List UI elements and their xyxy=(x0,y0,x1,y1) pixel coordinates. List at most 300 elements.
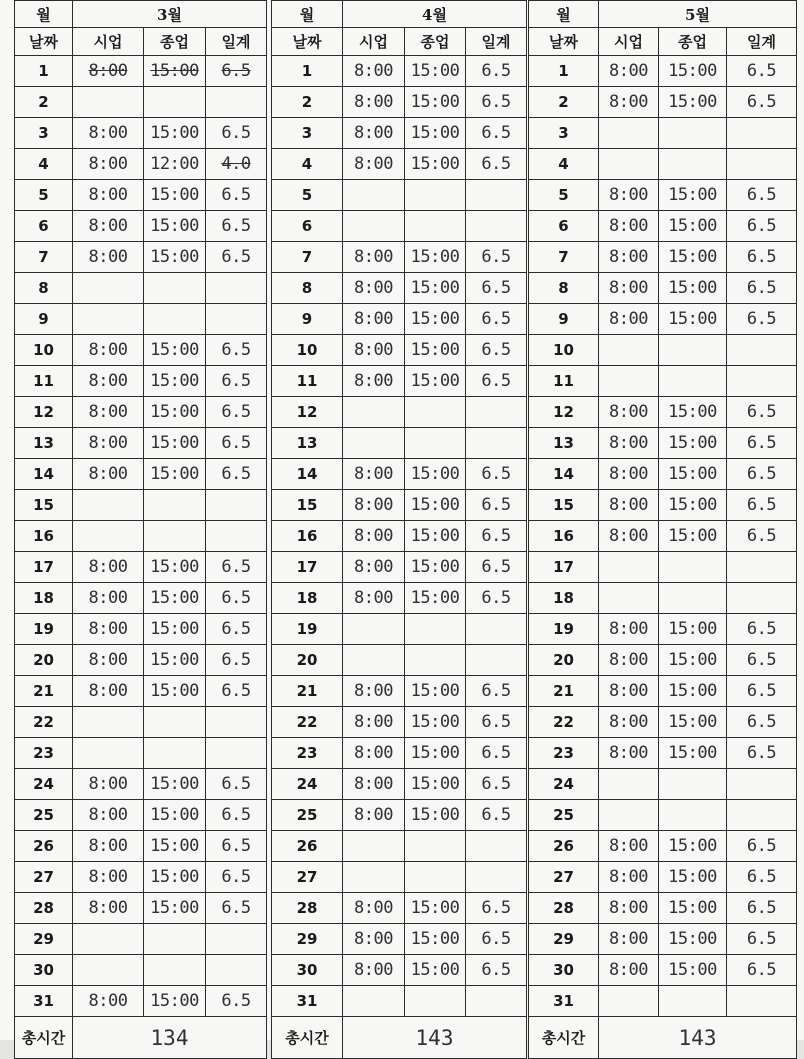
start-time[interactable]: 8:00 xyxy=(73,800,144,831)
daily-hours[interactable]: 6.5 xyxy=(206,118,267,149)
daily-hours[interactable]: 6.5 xyxy=(206,862,267,893)
end-time[interactable]: 15:00 xyxy=(405,676,466,707)
end-time[interactable] xyxy=(659,552,727,583)
start-time[interactable] xyxy=(599,769,659,800)
start-time[interactable]: 8:00 xyxy=(343,676,405,707)
start-time[interactable] xyxy=(73,955,144,986)
start-time[interactable]: 8:00 xyxy=(343,87,405,118)
table-row xyxy=(272,521,527,552)
start-time[interactable]: 8:00 xyxy=(73,676,144,707)
daily-hours[interactable]: 6.5 xyxy=(206,211,267,242)
day-number: 9 xyxy=(15,304,73,335)
start-time[interactable] xyxy=(343,614,405,645)
start-time[interactable] xyxy=(343,397,405,428)
end-time[interactable]: 15:00 xyxy=(405,304,466,335)
start-time[interactable] xyxy=(73,707,144,738)
end-time[interactable]: 15:00 xyxy=(659,614,727,645)
daily-hours[interactable]: 6.5 xyxy=(206,583,267,614)
daily-hours[interactable] xyxy=(727,583,797,614)
daily-hours[interactable]: 6.5 xyxy=(206,645,267,676)
end-time[interactable]: 15:00 xyxy=(659,180,727,211)
start-time[interactable]: 8:00 xyxy=(343,955,405,986)
start-time[interactable]: 8:00 xyxy=(599,242,659,273)
start-time[interactable] xyxy=(599,335,659,366)
end-time[interactable]: 15:00 xyxy=(659,87,727,118)
daily-hours[interactable]: 6.5 xyxy=(206,366,267,397)
daily-hours[interactable] xyxy=(206,738,267,769)
daily-hours[interactable]: 6.5 xyxy=(466,335,527,366)
start-time[interactable]: 8:00 xyxy=(343,924,405,955)
end-time[interactable]: 15:00 xyxy=(144,180,206,211)
end-time[interactable]: 15:00 xyxy=(144,552,206,583)
daily-hours[interactable]: 6.5 xyxy=(727,273,797,304)
start-time[interactable]: 8:00 xyxy=(599,304,659,335)
daily-hours[interactable] xyxy=(727,149,797,180)
daily-hours[interactable]: 6.5 xyxy=(466,273,527,304)
daily-hours[interactable] xyxy=(466,831,527,862)
start-time[interactable]: 8:00 xyxy=(73,180,144,211)
day-number: 26 xyxy=(529,831,599,862)
daily-hours[interactable] xyxy=(466,614,527,645)
daily-hours[interactable]: 6.5 xyxy=(466,459,527,490)
start-time[interactable]: 8:00 xyxy=(73,459,144,490)
end-time[interactable] xyxy=(405,397,466,428)
end-time[interactable]: 15:00 xyxy=(405,924,466,955)
daily-hours[interactable] xyxy=(206,707,267,738)
total-hours-value[interactable]: 143 xyxy=(343,1017,527,1059)
daily-hours[interactable] xyxy=(466,428,527,459)
end-time[interactable]: 15:00 xyxy=(405,149,466,180)
daily-hours[interactable]: 6.5 xyxy=(727,924,797,955)
end-time[interactable] xyxy=(659,366,727,397)
end-time[interactable]: 15:00 xyxy=(144,428,206,459)
start-time[interactable]: 8:00 xyxy=(599,955,659,986)
end-time[interactable] xyxy=(405,211,466,242)
start-time[interactable]: 8:00 xyxy=(343,304,405,335)
start-time[interactable]: 8:00 xyxy=(73,242,144,273)
start-time[interactable]: 8:00 xyxy=(343,707,405,738)
start-time[interactable]: 8:00 xyxy=(73,211,144,242)
daily-hours[interactable]: 6.5 xyxy=(727,893,797,924)
start-time[interactable]: 8:00 xyxy=(73,614,144,645)
daily-hours[interactable]: 6.5 xyxy=(727,428,797,459)
table-row xyxy=(15,56,267,87)
end-time[interactable]: 15:00 xyxy=(405,273,466,304)
end-time[interactable]: 15:00 xyxy=(659,56,727,87)
day-number: 14 xyxy=(529,459,599,490)
daily-hours[interactable] xyxy=(466,180,527,211)
start-time[interactable]: 8:00 xyxy=(343,490,405,521)
end-time[interactable]: 15:00 xyxy=(405,242,466,273)
start-time[interactable]: 8:00 xyxy=(73,552,144,583)
start-time[interactable]: 8:00 xyxy=(73,118,144,149)
end-time[interactable]: 15:00 xyxy=(144,676,206,707)
date-header: 날짜 xyxy=(529,28,599,56)
daily-hours[interactable]: 6.5 xyxy=(206,676,267,707)
start-time[interactable]: 8:00 xyxy=(599,738,659,769)
start-time[interactable] xyxy=(343,428,405,459)
start-time[interactable]: 8:00 xyxy=(599,211,659,242)
start-time[interactable]: 8:00 xyxy=(73,769,144,800)
end-time[interactable] xyxy=(144,87,206,118)
daily-hours[interactable]: 6.5 xyxy=(466,893,527,924)
daily-hours[interactable] xyxy=(206,955,267,986)
daily-hours[interactable]: 6.5 xyxy=(466,366,527,397)
start-time[interactable]: 8:00 xyxy=(599,893,659,924)
end-time[interactable]: 15:00 xyxy=(405,583,466,614)
end-time[interactable] xyxy=(659,118,727,149)
daily-hours[interactable]: 6.5 xyxy=(727,211,797,242)
start-time[interactable]: 8:00 xyxy=(599,862,659,893)
start-time[interactable]: 8:00 xyxy=(73,645,144,676)
end-time[interactable] xyxy=(659,149,727,180)
start-time[interactable]: 8:00 xyxy=(599,180,659,211)
end-time[interactable] xyxy=(144,924,206,955)
end-time[interactable]: 15:00 xyxy=(659,676,727,707)
start-time[interactable]: 8:00 xyxy=(599,707,659,738)
start-time[interactable]: 8:00 xyxy=(343,56,405,87)
start-time[interactable]: 8:00 xyxy=(599,459,659,490)
day-number: 4 xyxy=(529,149,599,180)
daily-hours[interactable]: 6.5 xyxy=(727,955,797,986)
end-time[interactable]: 15:00 xyxy=(144,769,206,800)
start-time[interactable] xyxy=(599,552,659,583)
daily-hours[interactable]: 6.5 xyxy=(466,924,527,955)
start-time[interactable] xyxy=(599,986,659,1017)
end-time[interactable]: 15:00 xyxy=(405,738,466,769)
end-time[interactable]: 15:00 xyxy=(405,769,466,800)
start-time[interactable]: 8:00 xyxy=(599,645,659,676)
end-time[interactable]: 15:00 xyxy=(659,893,727,924)
end-time[interactable]: 15:00 xyxy=(405,118,466,149)
daily-hours[interactable]: 6.5 xyxy=(206,397,267,428)
end-time[interactable]: 15:00 xyxy=(144,800,206,831)
table-row xyxy=(272,862,527,893)
end-time[interactable] xyxy=(405,831,466,862)
daily-hours[interactable]: 6.5 xyxy=(727,242,797,273)
end-time[interactable] xyxy=(659,769,727,800)
end-time[interactable]: 15:00 xyxy=(405,335,466,366)
daily-hours[interactable]: 6.5 xyxy=(727,397,797,428)
daily-hours[interactable] xyxy=(727,986,797,1017)
start-time[interactable] xyxy=(599,149,659,180)
daily-hours[interactable]: 6.5 xyxy=(727,490,797,521)
start-time[interactable]: 8:00 xyxy=(343,769,405,800)
start-time[interactable]: 8:00 xyxy=(599,397,659,428)
daily-hours[interactable]: 6.5 xyxy=(466,304,527,335)
daily-hours[interactable]: 6.5 xyxy=(206,986,267,1017)
day-number: 17 xyxy=(272,552,343,583)
end-time[interactable]: 15:00 xyxy=(405,56,466,87)
daily-hours[interactable]: 6.5 xyxy=(206,428,267,459)
start-time[interactable]: 8:00 xyxy=(73,56,144,87)
total-hours-value[interactable]: 134 xyxy=(73,1017,267,1059)
start-time[interactable] xyxy=(343,180,405,211)
daily-hours[interactable]: 6.5 xyxy=(727,304,797,335)
total-hours-label: 총시간 xyxy=(272,1017,343,1059)
end-time[interactable]: 15:00 xyxy=(405,459,466,490)
daily-hours[interactable] xyxy=(466,211,527,242)
daily-hours[interactable] xyxy=(466,862,527,893)
end-time[interactable]: 15:00 xyxy=(659,273,727,304)
daily-hours[interactable] xyxy=(727,366,797,397)
start-time[interactable] xyxy=(73,304,144,335)
daily-hours[interactable] xyxy=(206,87,267,118)
start-time[interactable]: 8:00 xyxy=(599,521,659,552)
start-time[interactable]: 8:00 xyxy=(73,862,144,893)
daily-hours[interactable]: 6.5 xyxy=(466,242,527,273)
start-time[interactable] xyxy=(599,800,659,831)
daily-hours[interactable]: 6.5 xyxy=(466,490,527,521)
daily-hours[interactable]: 6.5 xyxy=(466,56,527,87)
daily-hours[interactable] xyxy=(206,924,267,955)
start-time[interactable]: 8:00 xyxy=(343,583,405,614)
daily-hours[interactable] xyxy=(206,490,267,521)
end-time[interactable]: 15:00 xyxy=(144,583,206,614)
daily-hours[interactable]: 6.5 xyxy=(466,521,527,552)
daily-hours[interactable]: 6.5 xyxy=(727,862,797,893)
daily-hours[interactable]: 6.5 xyxy=(466,118,527,149)
daily-hours[interactable]: 6.5 xyxy=(466,676,527,707)
start-time[interactable] xyxy=(343,831,405,862)
start-time[interactable] xyxy=(73,490,144,521)
end-time[interactable]: 15:00 xyxy=(405,490,466,521)
table-row xyxy=(15,583,267,614)
daily-hours[interactable]: 6.5 xyxy=(466,87,527,118)
end-time[interactable] xyxy=(405,614,466,645)
start-time[interactable]: 8:00 xyxy=(73,366,144,397)
daily-hours[interactable]: 6.5 xyxy=(466,800,527,831)
daily-hours[interactable] xyxy=(466,986,527,1017)
end-time[interactable]: 12:00 xyxy=(144,149,206,180)
daily-hours[interactable] xyxy=(206,273,267,304)
start-time[interactable]: 8:00 xyxy=(599,490,659,521)
daily-hours[interactable]: 6.5 xyxy=(727,831,797,862)
start-time[interactable] xyxy=(73,738,144,769)
start-time[interactable]: 8:00 xyxy=(73,428,144,459)
start-time[interactable]: 8:00 xyxy=(73,583,144,614)
start-time[interactable]: 8:00 xyxy=(343,242,405,273)
daily-hours[interactable] xyxy=(727,769,797,800)
daily-hours[interactable]: 6.5 xyxy=(206,180,267,211)
end-time[interactable] xyxy=(659,800,727,831)
end-time[interactable]: 15:00 xyxy=(659,831,727,862)
start-time[interactable] xyxy=(343,862,405,893)
start-time[interactable] xyxy=(599,366,659,397)
end-time[interactable] xyxy=(659,583,727,614)
daily-hours[interactable] xyxy=(727,118,797,149)
daily-hours[interactable]: 6.5 xyxy=(206,459,267,490)
table-row xyxy=(272,831,527,862)
start-time[interactable]: 8:00 xyxy=(343,738,405,769)
start-time[interactable]: 8:00 xyxy=(343,118,405,149)
daily-hours[interactable] xyxy=(727,800,797,831)
daily-hours[interactable]: 6.5 xyxy=(727,738,797,769)
daily-hours[interactable]: 4.0 xyxy=(206,149,267,180)
total-hours-value[interactable]: 143 xyxy=(599,1017,797,1059)
daily-hours[interactable]: 6.5 xyxy=(206,831,267,862)
end-time[interactable]: 15:00 xyxy=(144,118,206,149)
end-time[interactable]: 15:00 xyxy=(659,397,727,428)
start-time[interactable] xyxy=(343,645,405,676)
end-time[interactable]: 15:00 xyxy=(144,862,206,893)
end-time[interactable]: 15:00 xyxy=(659,490,727,521)
start-time[interactable] xyxy=(599,118,659,149)
start-time[interactable] xyxy=(343,986,405,1017)
daily-hours[interactable]: 6.5 xyxy=(727,645,797,676)
end-time[interactable]: 15:00 xyxy=(659,738,727,769)
end-time[interactable]: 15:00 xyxy=(659,242,727,273)
daily-hours[interactable]: 6.5 xyxy=(727,56,797,87)
end-time[interactable]: 15:00 xyxy=(144,614,206,645)
daily-hours[interactable]: 6.5 xyxy=(466,552,527,583)
daily-hours[interactable]: 6.5 xyxy=(727,614,797,645)
table-row xyxy=(529,614,797,645)
end-time[interactable] xyxy=(659,986,727,1017)
end-time[interactable]: 15:00 xyxy=(405,552,466,583)
end-time[interactable] xyxy=(144,738,206,769)
month-table-1 xyxy=(14,0,267,1059)
daily-hours[interactable]: 6.5 xyxy=(727,87,797,118)
daily-hours[interactable] xyxy=(466,397,527,428)
start-time[interactable]: 8:00 xyxy=(599,614,659,645)
daily-hours[interactable] xyxy=(206,304,267,335)
start-time[interactable]: 8:00 xyxy=(599,56,659,87)
end-time[interactable]: 15:00 xyxy=(144,645,206,676)
start-time[interactable]: 8:00 xyxy=(73,831,144,862)
end-time[interactable] xyxy=(144,521,206,552)
end-time[interactable] xyxy=(405,986,466,1017)
daily-hours[interactable]: 6.5 xyxy=(206,800,267,831)
daily-hours[interactable]: 6.5 xyxy=(206,56,267,87)
start-time[interactable] xyxy=(599,583,659,614)
start-time[interactable] xyxy=(73,924,144,955)
daily-hours[interactable]: 6.5 xyxy=(466,738,527,769)
end-time[interactable]: 15:00 xyxy=(405,521,466,552)
start-time[interactable]: 8:00 xyxy=(73,335,144,366)
end-time[interactable]: 15:00 xyxy=(144,893,206,924)
end-time[interactable]: 15:00 xyxy=(144,366,206,397)
end-time[interactable]: 15:00 xyxy=(659,707,727,738)
end-time[interactable]: 15:00 xyxy=(144,335,206,366)
daily-hours[interactable] xyxy=(466,645,527,676)
end-time[interactable] xyxy=(405,180,466,211)
daily-hours[interactable]: 6.5 xyxy=(727,707,797,738)
end-time[interactable]: 15:00 xyxy=(405,707,466,738)
daily-hours[interactable]: 6.5 xyxy=(206,335,267,366)
start-time[interactable]: 8:00 xyxy=(343,893,405,924)
end-time[interactable]: 15:00 xyxy=(405,366,466,397)
end-time[interactable]: 15:00 xyxy=(144,211,206,242)
start-time[interactable]: 8:00 xyxy=(343,273,405,304)
end-time[interactable] xyxy=(405,862,466,893)
end-time[interactable] xyxy=(144,707,206,738)
table-row xyxy=(272,955,527,986)
start-time[interactable]: 8:00 xyxy=(343,800,405,831)
start-time[interactable]: 8:00 xyxy=(343,521,405,552)
start-time[interactable]: 8:00 xyxy=(73,893,144,924)
end-time[interactable]: 15:00 xyxy=(144,986,206,1017)
end-time[interactable]: 15:00 xyxy=(659,862,727,893)
start-time[interactable] xyxy=(343,211,405,242)
end-time[interactable]: 15:00 xyxy=(144,831,206,862)
day-number: 7 xyxy=(15,242,73,273)
daily-hours[interactable] xyxy=(727,552,797,583)
daily-hours[interactable] xyxy=(206,521,267,552)
end-time[interactable]: 15:00 xyxy=(405,955,466,986)
end-time[interactable]: 15:00 xyxy=(659,924,727,955)
start-time[interactable]: 8:00 xyxy=(343,366,405,397)
end-time[interactable]: 15:00 xyxy=(144,459,206,490)
end-time[interactable]: 15:00 xyxy=(405,893,466,924)
end-time[interactable]: 15:00 xyxy=(659,955,727,986)
table-row xyxy=(15,552,267,583)
end-time[interactable]: 15:00 xyxy=(659,304,727,335)
start-time[interactable]: 8:00 xyxy=(343,459,405,490)
daily-hours[interactable]: 6.5 xyxy=(466,149,527,180)
end-time[interactable] xyxy=(144,273,206,304)
daily-hours[interactable]: 6.5 xyxy=(206,893,267,924)
daily-hours[interactable]: 6.5 xyxy=(727,521,797,552)
end-time[interactable] xyxy=(405,645,466,676)
end-time[interactable]: 15:00 xyxy=(144,56,206,87)
end-time[interactable]: 15:00 xyxy=(659,645,727,676)
end-time[interactable] xyxy=(405,428,466,459)
start-time[interactable]: 8:00 xyxy=(73,149,144,180)
end-time[interactable]: 15:00 xyxy=(144,397,206,428)
end-time[interactable]: 15:00 xyxy=(659,211,727,242)
end-time[interactable]: 15:00 xyxy=(405,800,466,831)
daily-hours[interactable]: 6.5 xyxy=(466,583,527,614)
daily-hours[interactable]: 6.5 xyxy=(727,180,797,211)
end-time[interactable] xyxy=(144,304,206,335)
start-time[interactable] xyxy=(73,521,144,552)
daily-hours[interactable]: 6.5 xyxy=(466,955,527,986)
start-time[interactable]: 8:00 xyxy=(599,831,659,862)
start-time[interactable]: 8:00 xyxy=(599,924,659,955)
start-time[interactable]: 8:00 xyxy=(73,397,144,428)
table-row xyxy=(529,769,797,800)
start-time[interactable]: 8:00 xyxy=(343,552,405,583)
start-time[interactable]: 8:00 xyxy=(599,87,659,118)
daily-hours[interactable]: 6.5 xyxy=(206,552,267,583)
end-time[interactable]: 15:00 xyxy=(144,242,206,273)
daily-hours[interactable]: 6.5 xyxy=(727,676,797,707)
daily-hours[interactable]: 6.5 xyxy=(466,769,527,800)
start-time[interactable]: 8:00 xyxy=(343,335,405,366)
daily-hours[interactable]: 6.5 xyxy=(206,242,267,273)
end-time[interactable]: 15:00 xyxy=(659,521,727,552)
daily-hours[interactable] xyxy=(727,335,797,366)
start-time[interactable]: 8:00 xyxy=(599,273,659,304)
daily-hours[interactable]: 6.5 xyxy=(727,459,797,490)
start-time[interactable] xyxy=(73,87,144,118)
end-time[interactable] xyxy=(659,335,727,366)
end-time[interactable]: 15:00 xyxy=(659,428,727,459)
end-time[interactable]: 15:00 xyxy=(659,459,727,490)
daily-hours[interactable]: 6.5 xyxy=(206,769,267,800)
daily-hours[interactable]: 6.5 xyxy=(466,707,527,738)
start-time[interactable] xyxy=(73,273,144,304)
start-time[interactable]: 8:00 xyxy=(73,986,144,1017)
end-time[interactable] xyxy=(144,490,206,521)
end-time[interactable]: 15:00 xyxy=(405,87,466,118)
start-time[interactable]: 8:00 xyxy=(343,149,405,180)
start-time[interactable]: 8:00 xyxy=(599,428,659,459)
end-time[interactable] xyxy=(144,955,206,986)
daily-hours[interactable]: 6.5 xyxy=(206,614,267,645)
start-time[interactable]: 8:00 xyxy=(599,676,659,707)
